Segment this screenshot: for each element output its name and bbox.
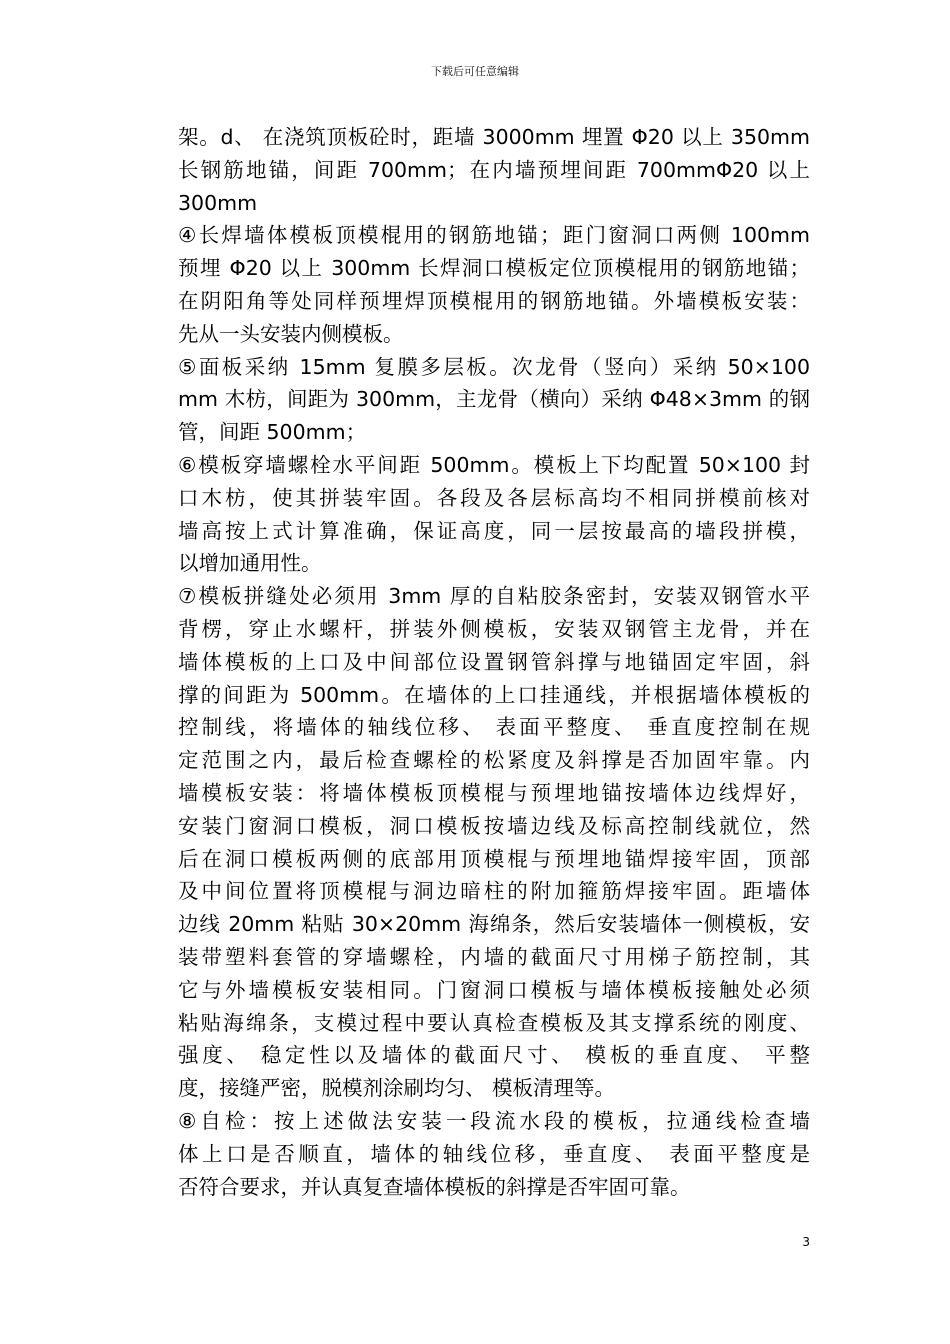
text-line: 墙体模板的上口及中间部位设置钢管斜撑与地锚固定牢固，斜 xyxy=(178,649,810,674)
text-line: 安装门窗洞口模板，洞口模板按墙边线及标高控制线就位，然 xyxy=(178,813,810,838)
text-line: 边线 20mm 粘贴 30×20mm 海绵条，然后安装墙体一侧模板，安 xyxy=(178,912,810,937)
text-line: ⑤面板采纳 15mm 复膜多层板。次龙骨（竖向）采纳 50×100 xyxy=(178,354,810,379)
text-line: 先从一头安装内侧模板。 xyxy=(178,321,404,346)
text-line: ④长焊墙体模板顶模棍用的钢筋地锚；距门窗洞口两侧 100mm xyxy=(178,223,810,248)
text-line: 及中间位置将顶模棍与洞边暗柱的附加箍筋焊接牢固。距墙体 xyxy=(178,879,810,904)
text-line: 强度、 稳定性以及墙体的截面尺寸、 模板的垂直度、 平整 xyxy=(178,1043,810,1068)
text-line: 装带塑料套管的穿墙螺栓，内墙的截面尺寸用梯子筋控制，其 xyxy=(178,944,810,969)
text-line: mm 木枋，间距为 300mm，主龙骨（横向）采纳 Φ48×3mm 的钢 xyxy=(178,387,810,412)
document-body xyxy=(178,121,810,1203)
text-line: 管，间距 500mm； xyxy=(178,420,367,445)
text-line: 以增加通用性。 xyxy=(178,551,322,576)
text-line: 口木枋，使其拼装牢固。各段及各层标高均不相同拼模前核对 xyxy=(178,485,810,510)
text-line: 架。d、 在浇筑顶板砼时，距墙 3000mm 埋置 Φ20 以上 350mm xyxy=(178,125,810,149)
text-line: 体上口是否顺直，墙体的轴线位移，垂直度、 表面平整度是 xyxy=(178,1141,810,1166)
text-line: 控制线，将墙体的轴线位移、 表面平整度、 垂直度控制在规 xyxy=(178,715,810,740)
text-line: 300mm xyxy=(178,190,258,215)
text-line: 长钢筋地锚，间距 700mm；在内墙预埋间距 700mmΦ20 以上 xyxy=(178,157,810,182)
text-line: 度，接缝严密，脱模剂涂刷均匀、 模板清理等。 xyxy=(178,1076,616,1101)
text-line: 在阴阳角等处同样预埋焊顶模棍用的钢筋地锚。外墙模板安装： xyxy=(178,288,810,313)
text-line: 墙高按上式计算准确，保证高度，同一层按最高的墙段拼模， xyxy=(178,518,810,543)
text-line: 后在洞口模板两侧的底部用顶模棍与预埋地锚焊接牢固，顶部 xyxy=(178,846,810,871)
text-line: ⑧自检：按上述做法安装一段流水段的模板，拉通线检查墙 xyxy=(178,1108,810,1133)
text-line: 否符合要求，并认真复查墙体模板的斜撑是否牢固可靠。 xyxy=(178,1174,691,1199)
text-line: 定范围之内，最后检查螺栓的松紧度及斜撑是否加固牢靠。内 xyxy=(178,748,810,773)
page-number: 3 xyxy=(802,1235,810,1249)
text-line: 预埋 Φ20 以上 300mm 长焊洞口模板定位顶模棍用的钢筋地锚； xyxy=(178,256,810,281)
text-line: 粘贴海绵条，支模过程中要认真检查模板及其支撑系统的刚度、 xyxy=(178,1010,810,1035)
text-line: ⑦模板拼缝处必须用 3mm 厚的自粘胶条密封，安装双钢管水平 xyxy=(178,584,810,609)
text-line: 墙模板安装：将墙体模板顶模棍与预埋地锚按墙体边线焊好， xyxy=(178,780,810,805)
text-line: ⑥模板穿墙螺栓水平间距 500mm。模板上下均配置 50×100 封 xyxy=(178,452,810,477)
text-line: 背楞，穿止水螺杆，拼装外侧模板，安装双钢管主龙骨，并在 xyxy=(178,616,810,641)
text-line: 它与外墙模板安装相同。门窗洞口模板与墙体模板接触处必须 xyxy=(178,977,810,1002)
text-line: 撑的间距为 500mm。在墙体的上口挂通线，并根据墙体模板的 xyxy=(178,682,810,707)
page-header: 下载后可任意编辑 xyxy=(431,65,519,78)
